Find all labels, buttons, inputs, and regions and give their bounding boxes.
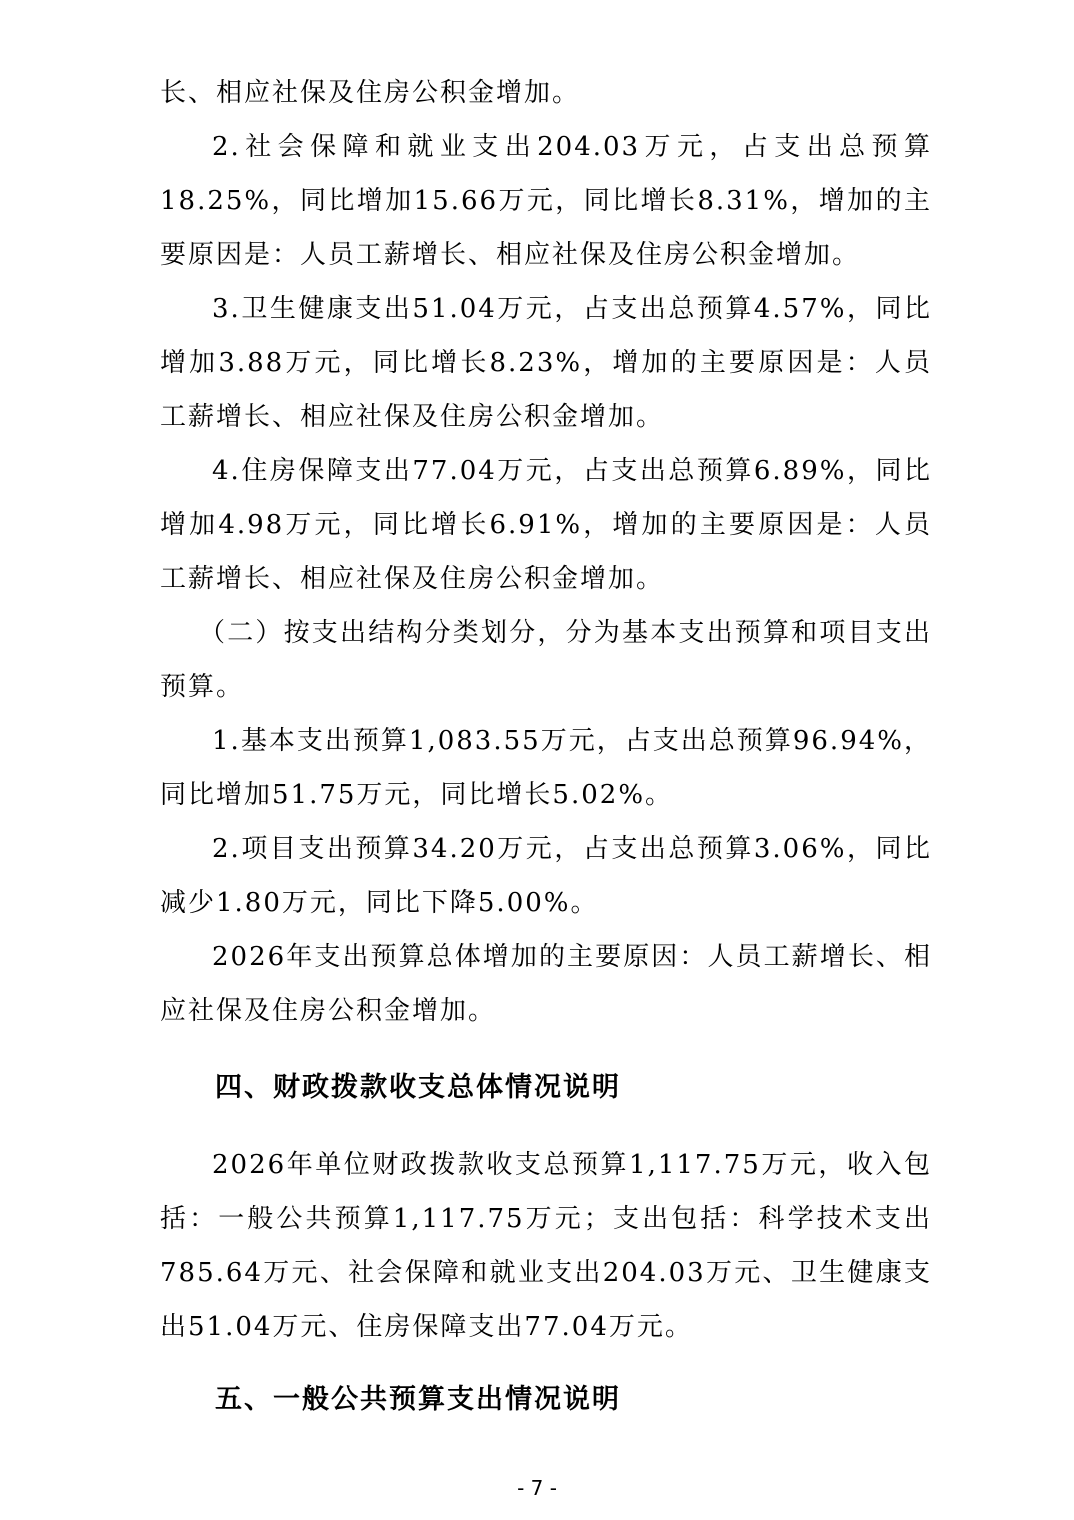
body-section-fiscal-appropriation bbox=[160, 1138, 932, 1354]
body-section-expenditure-detail bbox=[160, 66, 932, 1038]
section-heading-general-public-budget: 五、一般公共预算支出情况说明 bbox=[215, 1384, 621, 1415]
paragraph-health-expenditure: 3.卫生健康支出51.04万元，占支出总预算4.57%，同比增加3.88万元，同比增长8.23%，增加的主要原因是：人员工薪增长、相应社保及住房公积金增加。 bbox=[160, 294, 932, 432]
paragraph-fiscal-appropriation-summary: 2026年单位财政拨款收支总预算1,117.75万元，收入包括：一般公共预算1,117.75万元；支出包括：科学技术支出785.64万元、社会保障和就业支出204.03万元、卫生健康支出51.04万元、住房保障支出77.04万元。 bbox=[160, 1150, 932, 1342]
paragraph-basic-expenditure: 1.基本支出预算1,083.55万元，占支出总预算96.94%，同比增加51.75万元，同比增长5.02%。 bbox=[160, 726, 932, 810]
paragraph-continuation: 长、相应社保及住房公积金增加。 bbox=[160, 78, 581, 108]
paragraph-social-security-expenditure: 2.社会保障和就业支出204.03万元，占支出总预算18.25%，同比增加15.66万元，同比增长8.31%，增加的主要原因是：人员工薪增长、相应社保及住房公积金增加。 bbox=[160, 132, 932, 270]
paragraph-housing-expenditure: 4.住房保障支出77.04万元，占支出总预算6.89%，同比增加4.98万元，同比增长6.91%，增加的主要原因是：人员工薪增长、相应社保及住房公积金增加。 bbox=[160, 456, 932, 594]
paragraph-expenditure-structure: （二）按支出结构分类划分，分为基本支出预算和项目支出预算。 bbox=[160, 618, 932, 702]
section-heading-fiscal-appropriation: 四、财政拨款收支总体情况说明 bbox=[215, 1072, 621, 1103]
page-number: - 7 - bbox=[517, 1476, 557, 1500]
paragraph-project-expenditure: 2.项目支出预算34.20万元，占支出总预算3.06%，同比减少1.80万元，同比下降5.00%。 bbox=[160, 834, 932, 918]
paragraph-overall-increase-reason: 2026年支出预算总体增加的主要原因：人员工薪增长、相应社保及住房公积金增加。 bbox=[160, 942, 932, 1026]
